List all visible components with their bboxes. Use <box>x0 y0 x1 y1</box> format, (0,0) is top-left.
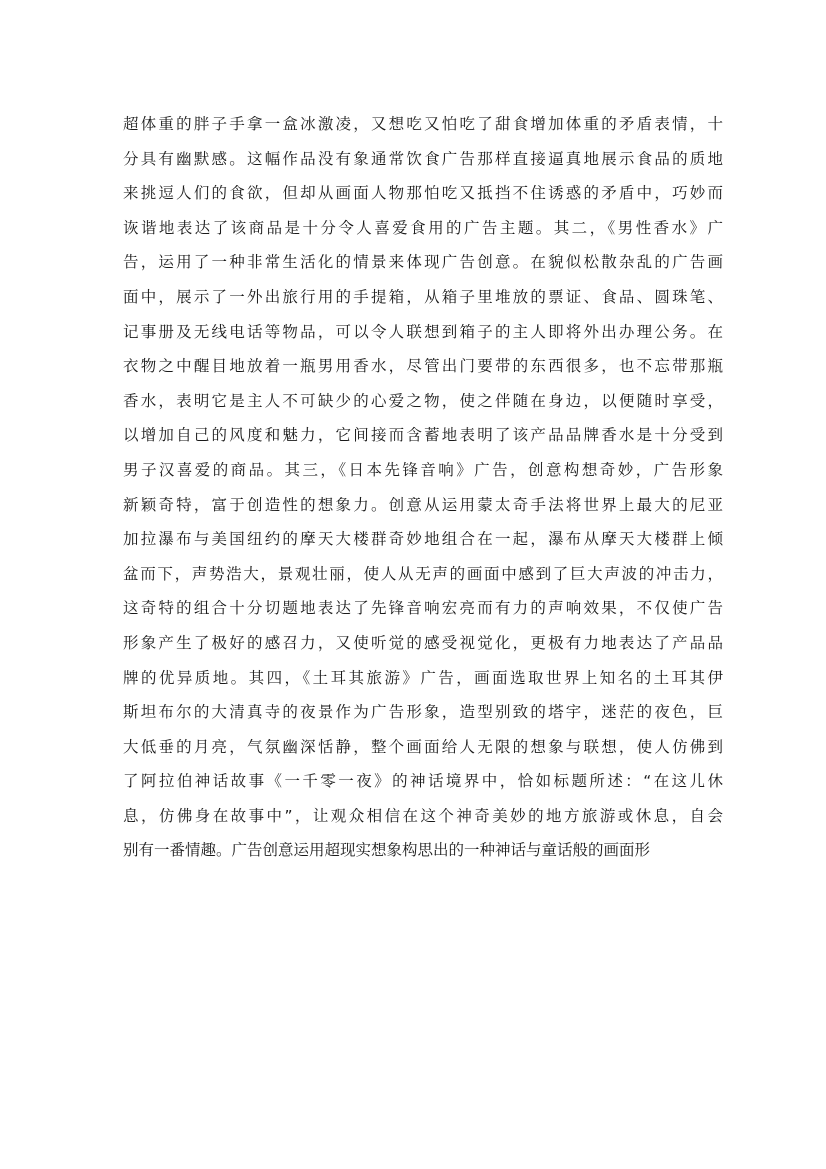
text-line-12: 新颖奇特，富于创造性的想象力。创意从运用蒙太奇手法将世界上最大的尼亚 <box>123 495 723 514</box>
text-line-10: 以增加自己的风度和魅力，它间接而含蓄地表明了该产品品牌香水是十分受到 <box>123 426 723 445</box>
text-line-1: 超体重的胖子手拿一盒冰激凌，又想吃又怕吃了甜食增加体重的矛盾表情，十 <box>123 115 723 133</box>
text-line-21: 息，仿佛身在故事中”，让观众相信在这个神奇美妙的地方旅游或休息，自会 <box>123 806 723 825</box>
text-line-11: 男子汉喜爱的商品。其三，《日本先锋音响》广告，创意构想奇妙，广告形象 <box>123 460 723 479</box>
text-line-2: 分具有幽默感。这幅作品没有象通常饮食广告那样直接逼真地展示食品的质地 <box>123 149 723 168</box>
text-line-22: 别有一番情趣。广告创意运用超现实想象构思出的一种神话与童话般的画面形 <box>123 841 651 860</box>
text-line-3: 来挑逗人们的食欲，但却从画面人物那怕吃又抵挡不住诱惑的矛盾中，巧妙而 <box>123 184 723 203</box>
text-line-17: 牌的优异质地。其四，《土耳其旅游》广告，画面选取世界上知名的土耳其伊 <box>123 668 723 687</box>
text-line-18: 斯坦布尔的大清真寺的夜景作为广告形象，造型别致的塔宇，迷茫的夜色，巨 <box>123 703 723 722</box>
text-line-8: 衣物之中醒目地放着一瓶男用香水，尽管出门要带的东西很多，也不忘带那瓶 <box>123 357 723 376</box>
text-line-7: 记事册及无线电话等物品，可以令人联想到箱子的主人即将外出办理公务。在 <box>123 322 723 341</box>
text-line-4: 诙谐地表达了该商品是十分令人喜爱食用的广告主题。其二，《男性香水》广 <box>123 218 723 237</box>
body-paragraph <box>123 107 723 868</box>
text-line-9: 香水，表明它是主人不可缺少的心爱之物，使之伴随在身边，以便随时享受， <box>123 391 723 410</box>
text-line-19: 大低垂的月亮，气氛幽深恬静，整个画面给人无限的想象与联想，使人仿佛到 <box>123 737 723 756</box>
text-line-15: 这奇特的组合十分切题地表达了先锋音响宏亮而有力的声响效果，不仅使广告 <box>123 599 723 618</box>
text-line-20: 了阿拉伯神话故事《一千零一夜》的神话境界中，恰如标题所述：“在这儿休 <box>123 772 723 791</box>
text-line-13: 加拉瀑布与美国纽约的摩天大楼群奇妙地组合在一起，瀑布从摩天大楼群上倾 <box>123 530 723 549</box>
text-line-16: 形象产生了极好的感召力，又使听觉的感受视觉化，更极有力地表达了产品品 <box>123 633 723 652</box>
text-line-6: 面中，展示了一外出旅行用的手提箱，从箱子里堆放的票证、食品、圆珠笔、 <box>123 287 723 306</box>
text-line-5: 告，运用了一种非常生活化的情景来体现广告创意。在貌似松散杂乱的广告画 <box>123 253 723 272</box>
text-line-14: 盆而下，声势浩大，景观壮丽，使人从无声的画面中感到了巨大声波的冲击力， <box>123 564 723 583</box>
